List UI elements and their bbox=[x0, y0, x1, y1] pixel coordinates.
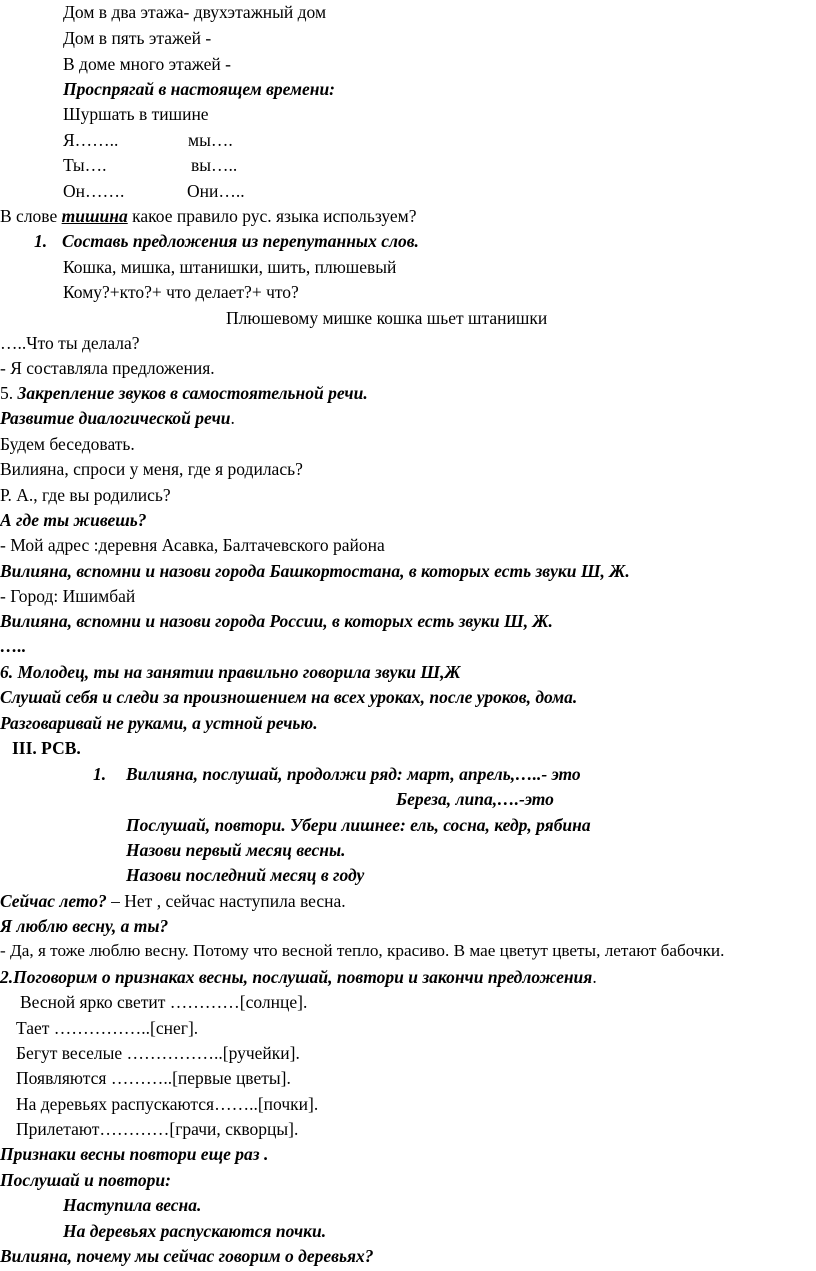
question-line: Вилияна, вспомни и назови города Башкортостана, в которых есть звуки Ш, Ж. bbox=[0, 561, 630, 581]
text-line: Назови первый месяц весны. bbox=[126, 840, 346, 860]
list-number: 1. bbox=[34, 231, 48, 251]
text-line: Р. А., где вы родились? bbox=[0, 485, 171, 505]
text-fragment: какое правило рус. языка используем? bbox=[127, 206, 417, 226]
text-line: Назови последний месяц в году bbox=[126, 865, 365, 885]
text-line: Бегут веселые ……………..[ручейки]. bbox=[16, 1043, 300, 1063]
question-text: Сейчас лето? bbox=[0, 891, 107, 911]
text-line: - Да, я тоже люблю весну. Потому что весной тепло, красиво. В мае цветут цветы, летают бабочки. bbox=[0, 941, 725, 960]
text-line: ….. bbox=[0, 636, 27, 656]
text-line: Плюшевому мишке кошка шьет штанишки bbox=[226, 308, 548, 328]
conjugation-cell: мы…. bbox=[188, 130, 233, 150]
question-line: Вилияна, вспомни и назови города России, в которых есть звуки Ш, Ж. bbox=[0, 611, 553, 631]
text-line: Береза, липа,….-это bbox=[396, 789, 554, 809]
text-line: Разговаривай не руками, а устной речью. bbox=[0, 713, 318, 733]
text-line: Шуршать в тишине bbox=[63, 104, 209, 124]
task-heading bbox=[93, 764, 581, 784]
conjugation-cell: вы….. bbox=[191, 155, 238, 175]
text-line: Прилетают…………[грачи, скворцы]. bbox=[16, 1119, 299, 1139]
section-heading bbox=[0, 967, 597, 987]
heading-text: Развитие диалогической речи bbox=[0, 408, 231, 428]
question-line: А где ты живешь? bbox=[0, 510, 147, 530]
section-heading bbox=[0, 408, 235, 428]
text-line: Вилияна, спроси у меня, где я родилась? bbox=[0, 459, 303, 479]
conjugation-cell: Он……. bbox=[63, 181, 125, 201]
text-line: Кому?+кто?+ что делает?+ что? bbox=[63, 282, 299, 302]
question-line: Вилияна, почему мы сейчас говорим о деревьях? bbox=[0, 1246, 374, 1266]
text-fragment: 5. bbox=[0, 383, 18, 403]
text-line: Весной ярко светит …………[солнце]. bbox=[20, 992, 308, 1012]
task-text: Вилияна, послушай, продолжи ряд: март, апрель,…..- это bbox=[126, 764, 581, 784]
task-text: Составь предложения из перепутанных слов. bbox=[62, 231, 419, 251]
text-line: …..Что ты делала? bbox=[0, 333, 140, 353]
task-heading bbox=[34, 231, 419, 251]
text-fragment: . bbox=[592, 967, 597, 987]
text-line: Кошка, мишка, штанишки, шить, плюшевый bbox=[63, 257, 397, 277]
text-line: Послушай и повтори: bbox=[0, 1170, 171, 1190]
question-line: Я люблю весну, а ты? bbox=[0, 916, 169, 936]
text-line: Будем беседовать. bbox=[0, 434, 135, 454]
text-line: 6. Молодец, ты на занятии правильно говорила звуки Ш,Ж bbox=[0, 662, 461, 682]
text-fragment: . bbox=[230, 408, 235, 428]
task-heading: Проспрягай в настоящем времени: bbox=[63, 79, 336, 99]
section-heading bbox=[0, 383, 368, 403]
heading-text: Закрепление звуков в самостоятельной речи. bbox=[17, 383, 368, 403]
text-line: Дом в пять этажей - bbox=[63, 28, 212, 48]
answer-text: – Нет , сейчас наступила весна. bbox=[106, 891, 346, 911]
underlined-word: тишина bbox=[61, 206, 128, 226]
text-line: В доме много этажей - bbox=[63, 54, 231, 74]
text-line: Появляются ………..[первые цветы]. bbox=[16, 1068, 291, 1088]
conjugation-cell: Ты…. bbox=[63, 155, 107, 175]
section-heading: III. РСВ. bbox=[12, 738, 81, 758]
text-line bbox=[0, 206, 417, 226]
conjugation-cell: Я…….. bbox=[63, 130, 119, 150]
text-line: На деревьях распускаются……..[почки]. bbox=[16, 1094, 319, 1114]
text-line: Тает ……………..[снег]. bbox=[16, 1018, 199, 1038]
text-line: - Я составляла предложения. bbox=[0, 358, 215, 378]
text-line: Наступила весна. bbox=[63, 1195, 202, 1215]
heading-text: 2.Поговорим о признаках весны, послушай, повтори и закончи предложения bbox=[0, 967, 593, 987]
text-line: На деревьях распускаются почки. bbox=[63, 1221, 327, 1241]
text-line: - Город: Ишимбай bbox=[0, 586, 136, 606]
text-fragment: В слове bbox=[0, 206, 62, 226]
text-line: Дом в два этажа- двухэтажный дом bbox=[63, 2, 327, 22]
list-number: 1. bbox=[93, 764, 107, 784]
text-line: - Мой адрес :деревня Асавка, Балтачевского района bbox=[0, 535, 385, 555]
text-line bbox=[0, 891, 346, 911]
conjugation-cell: Они….. bbox=[187, 181, 245, 201]
text-line: Признаки весны повтори еще раз . bbox=[0, 1144, 269, 1164]
text-line: Послушай, повтори. Убери лишнее: ель, сосна, кедр, рябина bbox=[126, 815, 591, 835]
text-line: Слушай себя и следи за произношением на всех уроках, после уроков, дома. bbox=[0, 687, 578, 707]
